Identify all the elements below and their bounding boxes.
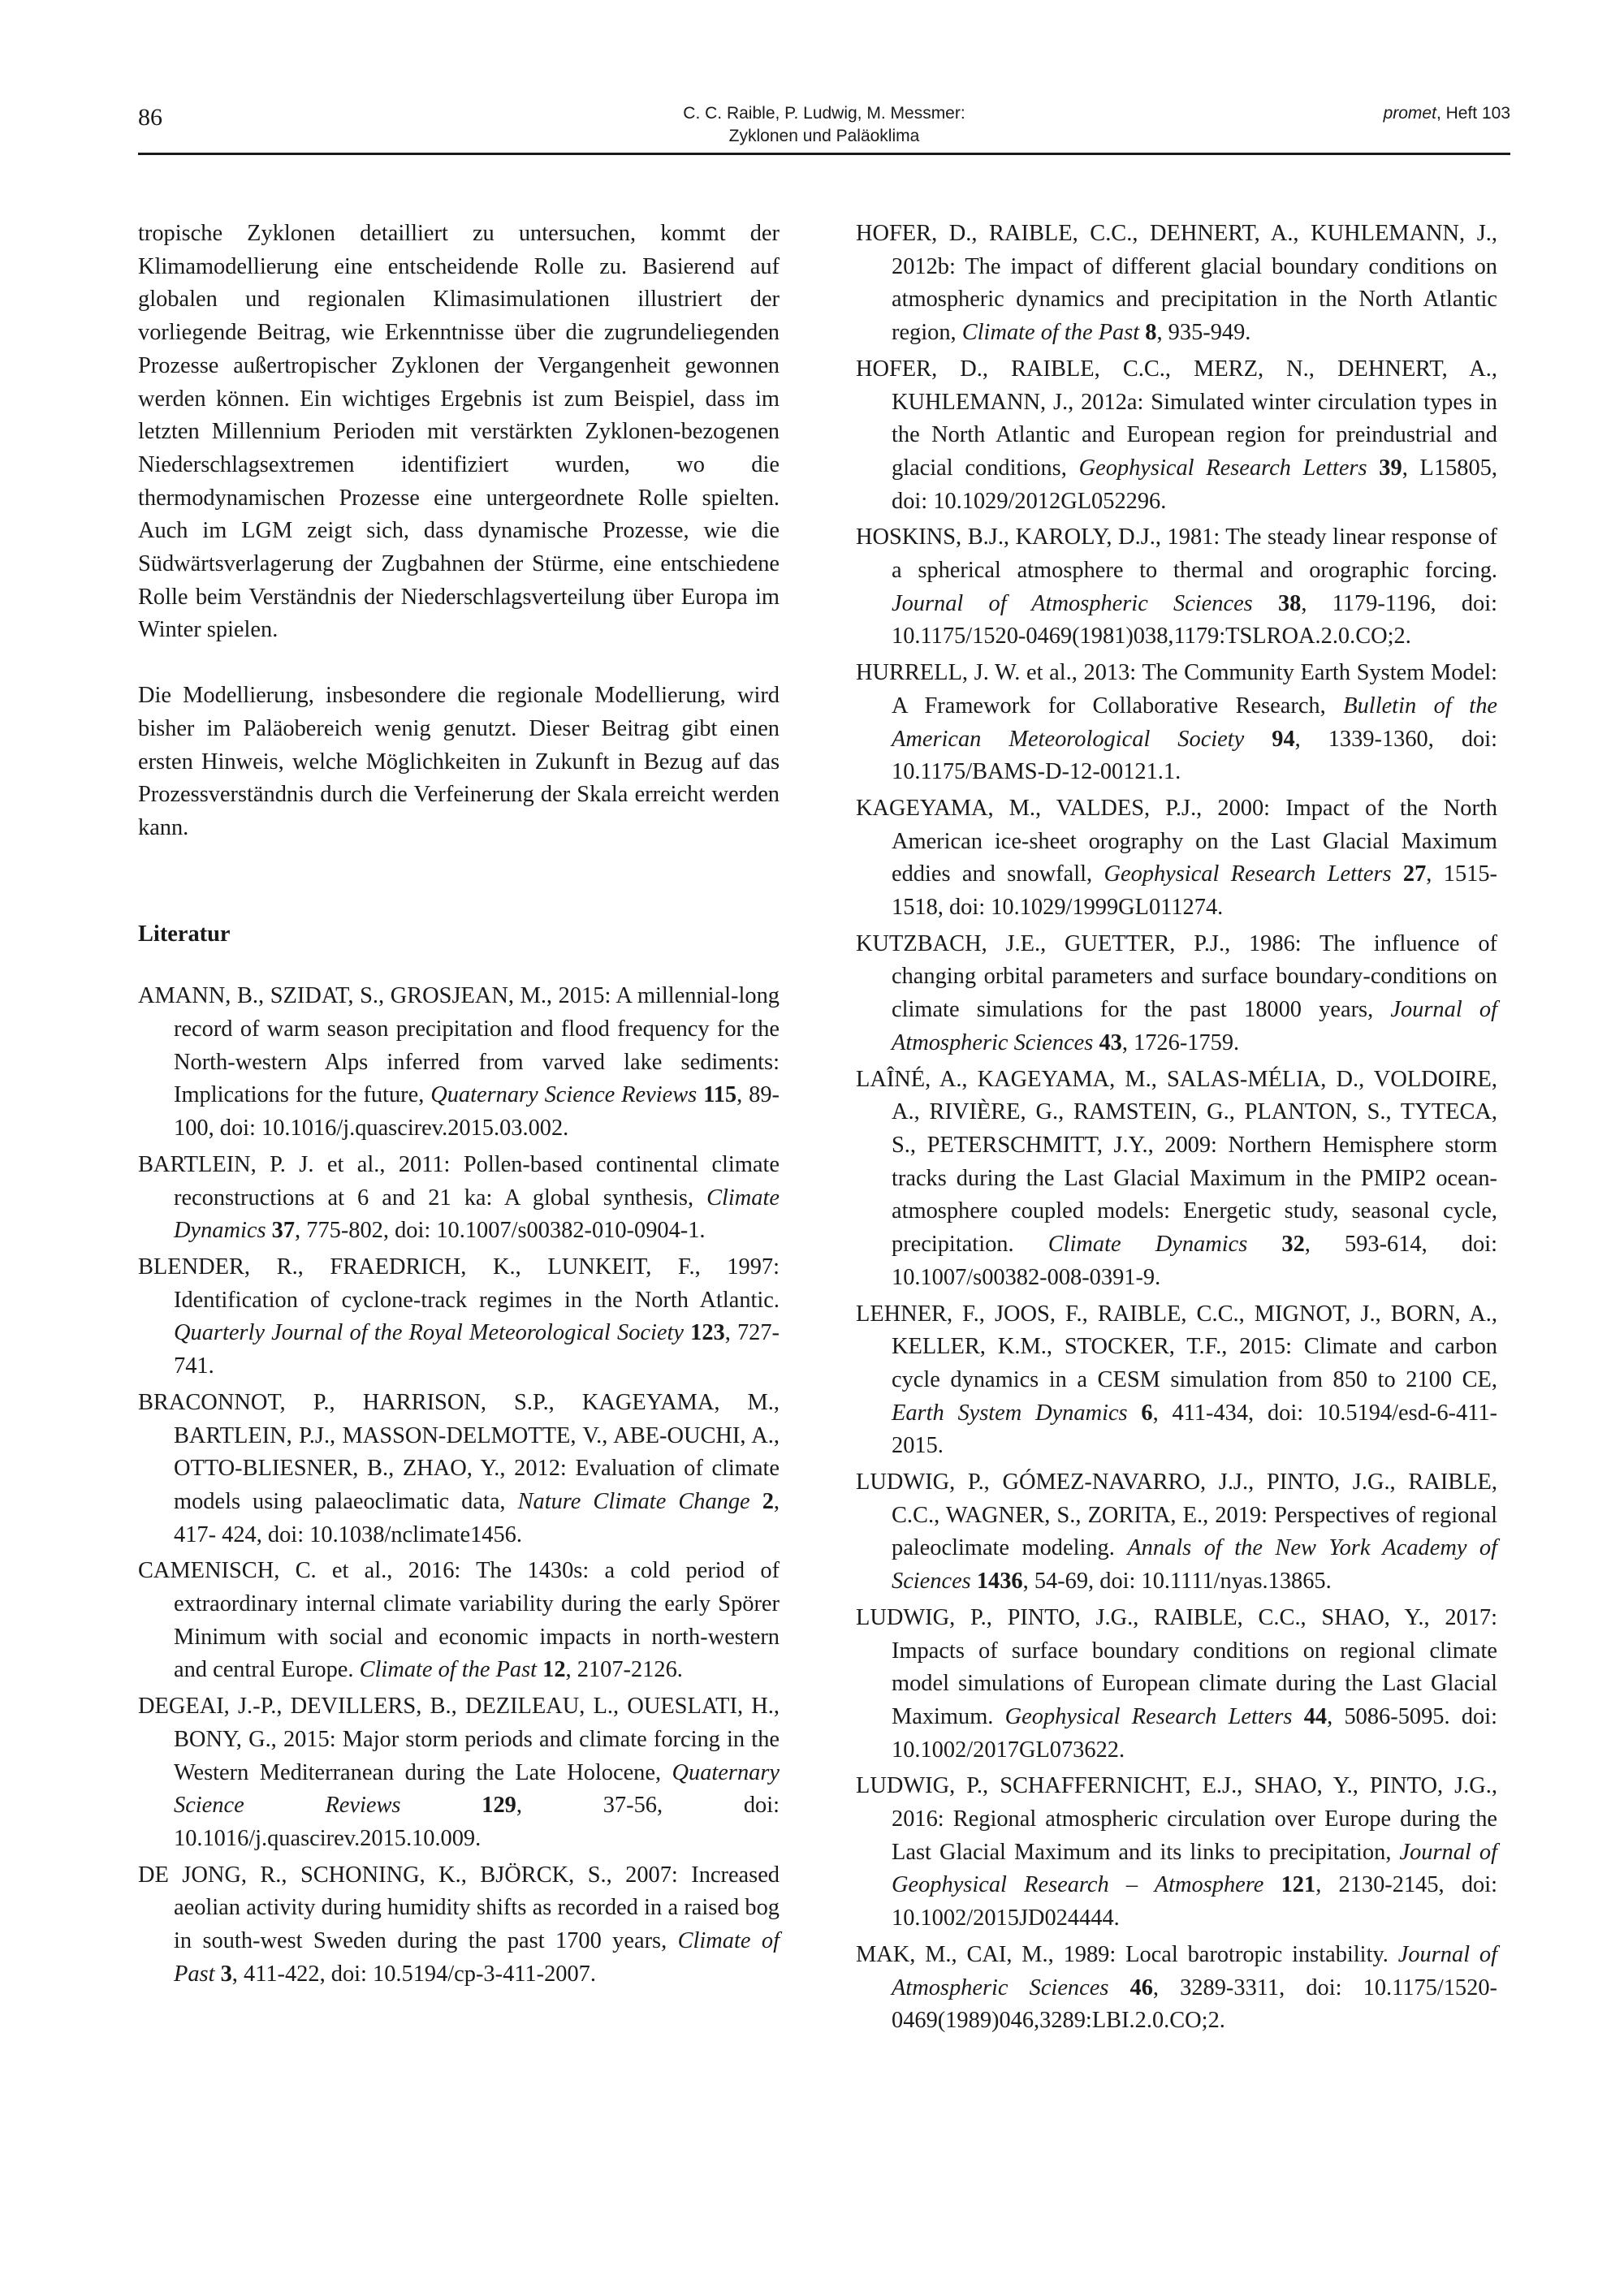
journal-issue xyxy=(1384,104,1510,123)
reference-item: HOFER, D., RAIBLE, C.C., MERZ, N., DEHNERT, A., KUHLEMANN, J., 2012a: Simulated winter circulation types in the North Atlantic and European region for preindustrial and glacial conditions, Geophysical Research Letters 39, L15805, doi: 10.1029/2012GL052296. xyxy=(856,356,1497,514)
reference-item: LUDWIG, P., SCHAFFERNICHT, E.J., SHAO, Y., PINTO, J.G., 2016: Regional atmospheric circulation over Europe during the Last Glacial Maximum and its links to precipitation, Journal of Geophysical Research – Atmosphere 121, 2130-2145, doi: 10.1002/2015JD024444. xyxy=(856,1773,1497,1931)
reference-list-right xyxy=(856,218,1497,2038)
journal-name: promet xyxy=(1383,104,1436,123)
body-paragraph: tropische Zyklonen detailliert zu untersuchen, kommt der Klimamodellierung eine entscheidende Rolle zu. Basierend auf globalen und regionalen Klimasimulationen illustriert der vorliegende Beitrag, wie Erkenntnisse über die zugrundeliegenden Prozesse außertropischer Zyklonen der Vergangenheit gewonnen werden können. Ein wichtiges Ergebnis ist zum Beispiel, dass im letzten Millennium Perioden mit verstärkten Zyklonen-bezogenen Niederschlagsextremen identifiziert wurden, wo die thermodynamischen Prozesse eine untergeordnete Rolle spielten. Auch im LGM zeigt sich, dass dynamische Prozesse, wie die Südwärtsverlagerung der Zugbahnen der Stürme, eine entschiedene Rolle beim Verständnis der Niederschlagsverteilung über Europa im Winter spielen. xyxy=(138,221,780,643)
page-number: 86 xyxy=(138,104,162,131)
reference-item: HURRELL, J. W. et al., 2013: The Community Earth System Model: A Framework for Collaborative Research, Bulletin of the American Meteorological Society 94, 1339-1360, doi: 10.1175/BAMS-D-12-00121.1. xyxy=(856,660,1497,785)
left-column xyxy=(138,218,780,1994)
reference-item: LAÎNÉ, A., KAGEYAMA, M., SALAS-MÉLIA, D., VOLDOIRE, A., RIVIÈRE, G., RAMSTEIN, G., PLANTON, S., TYTECA, S., PETERSCHMITT, J.Y., 2009: Northern Hemisphere storm tracks during the Last Glacial Maximum in the PMIP2 ocean-atmosphere coupled models: Energetic study, seasonal cycle, precipitation. Climate Dynamics 32, 593-614, doi: 10.1007/s00382-008-0391-9. xyxy=(856,1066,1497,1290)
reference-item: CAMENISCH, C. et al., 2016: The 1430s: a cold period of extraordinary internal climate variability during the early Spörer Minimum with social and economic impacts in north-western and central Europe. Climate of the Past 12, 2107-2126. xyxy=(138,1558,780,1683)
reference-item: HOFER, D., RAIBLE, C.C., DEHNERT, A., KUHLEMANN, J., 2012b: The impact of different glacial boundary conditions on atmospheric dynamics and precipitation in the North Atlantic region, Climate of the Past 8, 935-949. xyxy=(856,221,1497,346)
reference-item: DEGEAI, J.-P., DEVILLERS, B., DEZILEAU, L., OUESLATI, H., BONY, G., 2015: Major storm periods and climate forcing in the Western Mediterranean during the Late Holocene, Quaternary Science Reviews 129, 37-56, doi: 10.1016/j.quascirev.2015.10.009. xyxy=(138,1694,780,1851)
reference-item: KUTZBACH, J.E., GUETTER, P.J., 1986: The influence of changing orbital parameters and surface boundary-conditions on climate simulations for the past 18000 years, Journal of Atmospheric Sciences 43, 1726-1759. xyxy=(856,930,1497,1055)
reference-item: LUDWIG, P., GÓMEZ-NAVARRO, J.J., PINTO, J.G., RAIBLE, C.C., WAGNER, S., ZORITA, E., 2019: Perspectives of regional paleoclimate modeling. Annals of the New York Academy of Sciences 1436, 54-69, doi: 10.1111/nyas.13865. xyxy=(856,1470,1497,1595)
reference-item: KAGEYAMA, M., VALDES, P.J., 2000: Impact of the North American ice-sheet orography on the Last Glacial Maximum eddies and snowfall, Geophysical Research Letters 27, 1515-1518, doi: 10.1029/1999GL011274. xyxy=(856,795,1497,921)
running-title-authors: C. C. Raible, P. Ludwig, M. Messmer: xyxy=(683,104,965,123)
reference-item: BLENDER, R., FRAEDRICH, K., LUNKEIT, F., 1997: Identification of cyclone-track regimes in the North Atlantic. Quarterly Journal of the Royal Meteorological Society 123, 727-741. xyxy=(138,1254,780,1379)
running-title-topic: Zyklonen und Paläoklima xyxy=(728,127,920,145)
right-column xyxy=(856,218,1497,2041)
reference-list-left xyxy=(138,980,780,1991)
journal-issue-number: , Heft 103 xyxy=(1436,104,1510,123)
reference-item: MAK, M., CAI, M., 1989: Local barotropic instability. Journal of Atmospheric Sciences 46, 3289-3311, doi: 10.1175/1520-0469(1989)046,3289:LBI.2.0.CO;2. xyxy=(856,1941,1498,2034)
reference-item: BARTLEIN, P. J. et al., 2011: Pollen-based continental climate reconstructions at 6 and 21 ka: A global synthesis, Climate Dynamics 37, 775-802, doi: 10.1007/s00382-010-0904-1. xyxy=(138,1151,780,1244)
reference-item: BRACONNOT, P., HARRISON, S.P., KAGEYAMA, M., BARTLEIN, P.J., MASSON-DELMOTTE, V., ABE-OUCHI, A., OTTO-BLIESNER, B., ZHAO, Y., 2012: Evaluation of climate models using palaeoclimatic data, Nature Climate Change 2, 417- 424, doi: 10.1038/nclimate1456. xyxy=(138,1389,780,1547)
reference-item: HOSKINS, B.J., KAROLY, D.J., 1981: The steady linear response of a spherical atmosphere to thermal and orographic forcing. Journal of Atmospheric Sciences 38, 1179-1196, doi: 10.1175/1520-0469(1981)038,1179:TSLROA.2.0.CO;2. xyxy=(856,524,1497,650)
literature-heading: Literatur xyxy=(138,921,231,947)
reference-item: LEHNER, F., JOOS, F., RAIBLE, C.C., MIGNOT, J., BORN, A., KELLER, K.M., STOCKER, T.F., 2015: Climate and carbon cycle dynamics in a CESM simulation from 850 to 2100 CE, Earth System Dynamics 6, 411-434, doi: 10.5194/esd-6-411-2015. xyxy=(856,1301,1497,1459)
reference-item: AMANN, B., SZIDAT, S., GROSJEAN, M., 2015: A millennial-long record of warm season precipitation and flood frequency for the North-western Alps inferred from varved lake sediments: Implications for the future, Quaternary Science Reviews 115, 89-100, doi: 10.1016/j.quascirev.2015.03.002. xyxy=(138,983,780,1142)
reference-item: DE JONG, R., SCHONING, K., BJÖRCK, S., 2007: Increased aeolian activity during humidity shifts as recorded in a raised bog in south-west Sweden during the past 1700 years, Climate of Past 3, 411-422, doi: 10.5194/cp-3-411-2007. xyxy=(138,1862,780,1987)
body-paragraph: Die Modellierung, insbesondere die regionale Modellierung, wird bisher im Paläobereich wenig genutzt. Dieser Beitrag gibt einen ersten Hinweis, welche Möglichkeiten in Zukunft in Bezug auf das Prozessverständnis durch die Verfeinerung der Skala erreicht werden kann. xyxy=(138,683,780,840)
page-header xyxy=(138,96,1510,155)
reference-item: LUDWIG, P., PINTO, J.G., RAIBLE, C.C., SHAO, Y., 2017: Impacts of surface boundary conditions on regional climate model simulations of European climate during the Last Glacial Maximum. Geophysical Research Letters 44, 5086-5095. doi: 10.1002/2017GL073622. xyxy=(856,1604,1497,1763)
running-title xyxy=(138,102,1510,148)
